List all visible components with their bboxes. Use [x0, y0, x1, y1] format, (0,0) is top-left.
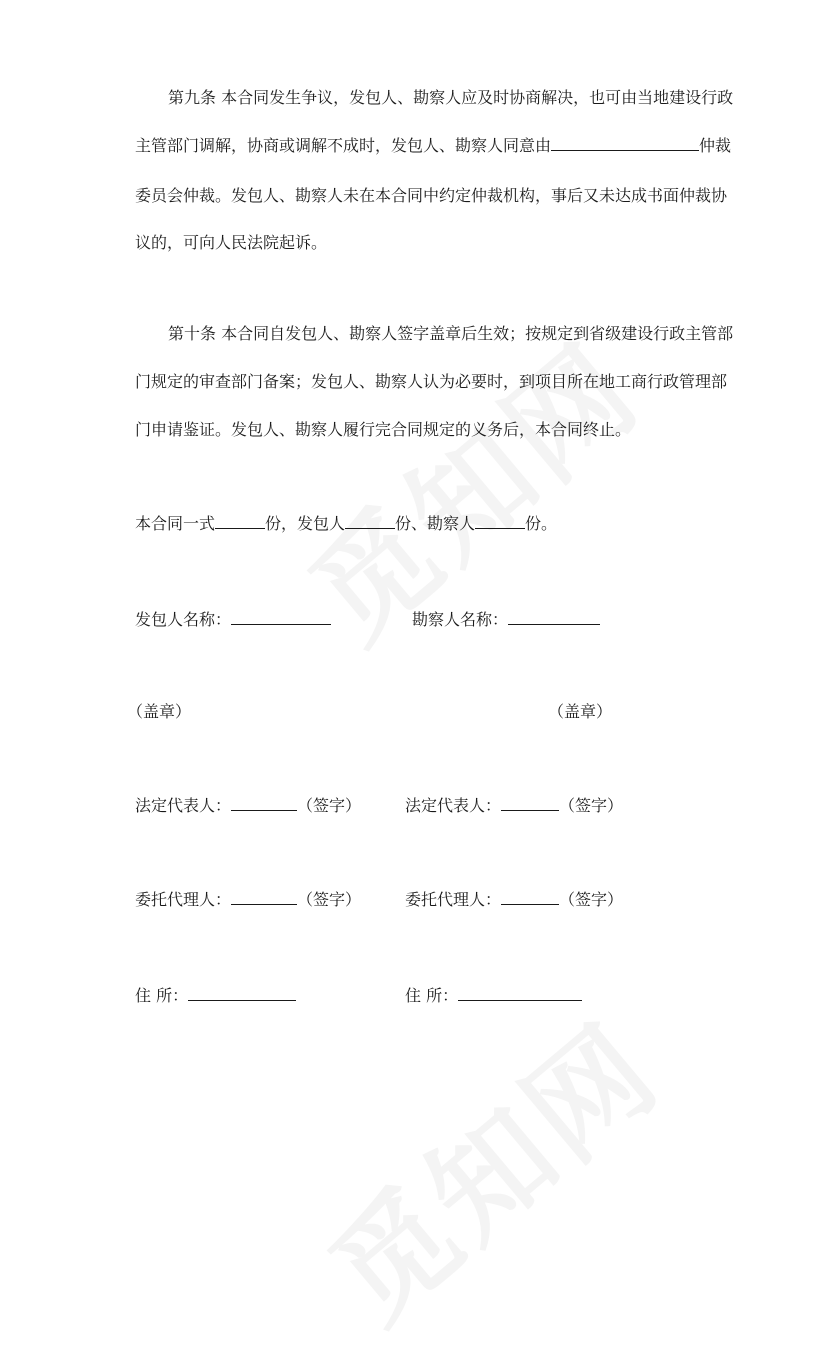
- copies-employer-blank[interactable]: [345, 511, 395, 529]
- employer-agent-blank[interactable]: [231, 887, 297, 905]
- employer-agent-label: 委托代理人：: [135, 890, 232, 909]
- employer-rep-label: 法定代表人：: [135, 796, 232, 815]
- surveyor-seal: （盖章）: [548, 702, 613, 721]
- article-10-line-3: 门申请鉴证。发包人、勘察人履行完合同规定的义务后，本合同终止。: [135, 420, 632, 439]
- employer-agent-row: [135, 887, 361, 912]
- copies-mid-2: 份、勘察人: [395, 514, 476, 533]
- employer-rep-row: [135, 793, 361, 818]
- surveyor-agent-row: [405, 887, 623, 912]
- employer-address-blank[interactable]: [188, 983, 296, 1001]
- copies-total-blank[interactable]: [215, 511, 265, 529]
- employer-rep-sign: （签字）: [297, 796, 362, 815]
- copies-prefix: 本合同一式: [135, 514, 216, 533]
- surveyor-address-label: 住 所：: [405, 986, 459, 1005]
- employer-agent-sign: （签字）: [297, 890, 362, 909]
- employer-name-label: 发包人名称：: [135, 610, 232, 629]
- surveyor-name-blank[interactable]: [508, 607, 600, 625]
- surveyor-agent-blank[interactable]: [501, 887, 559, 905]
- arbitration-blank[interactable]: [551, 133, 699, 151]
- surveyor-rep-sign: （签字）: [559, 796, 624, 815]
- surveyor-agent-label: 委托代理人：: [405, 890, 502, 909]
- watermark: [289, 979, 689, 1353]
- employer-name-row: [135, 607, 331, 632]
- surveyor-name-label: 勘察人名称：: [412, 610, 509, 629]
- article-9-line-2-text: 主管部门调解，协商或调解不成时，发包人、勘察人同意由: [135, 136, 552, 155]
- copies-mid-1: 份，发包人: [265, 514, 346, 533]
- surveyor-rep-row: [405, 793, 623, 818]
- surveyor-rep-label: 法定代表人：: [405, 796, 502, 815]
- article-9-line-3: 委员会仲裁。发包人、勘察人未在本合同中约定仲裁机构，事后又未达成书面仲裁协: [135, 186, 728, 205]
- employer-name-blank[interactable]: [231, 607, 331, 625]
- surveyor-agent-sign: （签字）: [559, 890, 624, 909]
- article-9-line-2-end: 仲裁: [699, 136, 732, 155]
- article-9-line-1: 第九条 本合同发生争议，发包人、勘察人应及时协商解决，也可由当地建设行政: [168, 88, 734, 107]
- copies-line: [135, 511, 557, 536]
- copies-suffix: 份。: [525, 514, 558, 533]
- article-9-line-4: 议的，可向人民法院起诉。: [135, 233, 328, 252]
- employer-address-label: 住 所：: [135, 986, 189, 1005]
- employer-address-row: [135, 983, 296, 1008]
- surveyor-address-row: [405, 983, 582, 1008]
- article-10-line-1: 第十条 本合同自发包人、勘察人签字盖章后生效；按规定到省级建设行政主管部: [168, 324, 734, 343]
- article-9-line-2: [135, 133, 731, 158]
- surveyor-rep-blank[interactable]: [501, 793, 559, 811]
- copies-surveyor-blank[interactable]: [475, 511, 525, 529]
- employer-seal: （盖章）: [127, 702, 192, 721]
- surveyor-address-blank[interactable]: [458, 983, 582, 1001]
- employer-rep-blank[interactable]: [231, 793, 297, 811]
- surveyor-name-row: [412, 607, 600, 632]
- article-10-line-2: 门规定的审查部门备案；发包人、勘察人认为必要时，到项目所在地工商行政管理部: [135, 372, 728, 391]
